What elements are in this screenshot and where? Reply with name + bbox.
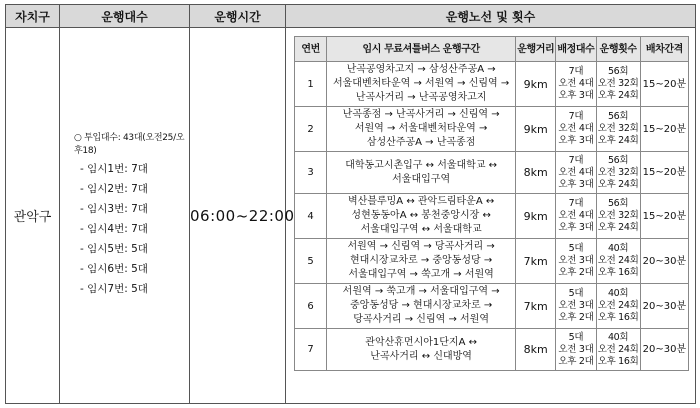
routes-header-row xyxy=(295,37,689,62)
cell-line: 오전 24회 xyxy=(597,255,639,266)
cell-line: 40회 xyxy=(607,288,629,299)
col-count: 운행횟수 xyxy=(596,37,640,62)
cell-line: 오후 3대 xyxy=(558,178,594,190)
route-count xyxy=(596,284,640,329)
route-distance: 9km xyxy=(516,107,556,152)
route-distance: 7km xyxy=(516,239,556,284)
route-path xyxy=(327,239,516,284)
cell-line: 7대 xyxy=(568,198,584,209)
shuttle-table xyxy=(5,4,696,404)
cell-line: 오후 3대 xyxy=(558,135,594,146)
cell-line: 7대 xyxy=(568,66,584,77)
cell-line: 오후 3대 xyxy=(558,90,594,101)
header-hours: 운행시간 xyxy=(190,5,286,28)
cell-line: 현대시장교차로 → 중앙동성당 → xyxy=(350,255,493,266)
route-distance: 9km xyxy=(516,194,556,239)
header-district: 자치구 xyxy=(6,5,60,28)
route-count xyxy=(596,239,640,284)
route-distance: 8km xyxy=(516,329,556,371)
cell-line: 서울대입구역 xyxy=(392,173,451,185)
route-no: 4 xyxy=(295,194,327,239)
routes-cell xyxy=(286,28,696,404)
route-alloc xyxy=(556,194,596,239)
route-alloc xyxy=(556,329,596,371)
cell-line: 40회 xyxy=(607,243,629,254)
cell-line: 대학동고시촌입구 ↔ 서울대학교 ↔ xyxy=(345,159,498,171)
route-path xyxy=(327,194,516,239)
route-no: 5 xyxy=(295,239,327,284)
col-no: 연번 xyxy=(295,37,327,62)
vehicle-lines xyxy=(74,161,189,296)
cell-line: 관악산휴먼시아1단지A ↔ xyxy=(365,336,477,348)
vehicle-line: - 임시7번: 5대 xyxy=(80,283,148,295)
routes-body xyxy=(295,62,689,371)
header-vehicles: 운행대수 xyxy=(60,5,190,28)
cell-line: 40회 xyxy=(607,331,629,343)
route-alloc xyxy=(556,284,596,329)
route-path xyxy=(327,329,516,371)
route-interval: 20~30분 xyxy=(640,284,688,329)
route-path xyxy=(327,62,516,107)
route-row xyxy=(295,62,689,107)
cell-line: 성현동동아A ↔ 봉천중앙시장 ↔ xyxy=(351,210,491,221)
route-row xyxy=(295,152,689,194)
cell-line: 오후 3대 xyxy=(558,222,594,233)
cell-line: 56회 xyxy=(607,111,629,122)
cell-line: 서원역 → 쑥고개 → 서울대입구역 → xyxy=(342,286,500,297)
route-no: 1 xyxy=(295,62,327,107)
route-no: 2 xyxy=(295,107,327,152)
cell-line: 당곡사거리 → 신림역 → 서원역 xyxy=(353,314,489,325)
cell-line: 7대 xyxy=(568,111,584,122)
col-route: 임시 무료셔틀버스 운행구간 xyxy=(327,37,516,62)
route-count xyxy=(596,62,640,107)
cell-line: 오전 4대 xyxy=(558,78,594,89)
routes-table xyxy=(294,36,689,371)
route-alloc xyxy=(556,62,596,107)
route-alloc xyxy=(556,152,596,194)
cell-line: 중앙동성당 → 현대시장교차로 → xyxy=(350,300,493,311)
hours-cell: 06:00~22:00 xyxy=(190,28,286,404)
district-cell: 관악구 xyxy=(6,28,60,404)
cell-line: 오후 16회 xyxy=(597,312,639,323)
route-no: 3 xyxy=(295,152,327,194)
route-alloc xyxy=(556,107,596,152)
cell-line: 오전 4대 xyxy=(558,210,594,221)
cell-line: 오전 32회 xyxy=(597,78,639,89)
vehicles-cell xyxy=(60,28,190,404)
cell-line: 서울대입구역 → 쑥고개 → 서원역 xyxy=(348,269,494,280)
cell-line: 난곡종점 → 난곡사거리 → 신림역 → xyxy=(342,109,500,120)
cell-line: 오전 24회 xyxy=(597,300,639,311)
route-row xyxy=(295,107,689,152)
route-interval: 15~20분 xyxy=(640,107,688,152)
cell-line: 5대 xyxy=(568,243,584,254)
route-interval: 20~30분 xyxy=(640,329,688,371)
route-distance: 9km xyxy=(516,62,556,107)
vehicle-line: - 임시1번: 7대 xyxy=(80,163,148,175)
cell-line: 오전 3대 xyxy=(558,343,594,355)
cell-line: 오후 24회 xyxy=(597,135,639,146)
route-count xyxy=(596,194,640,239)
cell-line: 오후 24회 xyxy=(597,222,639,233)
route-interval: 15~20분 xyxy=(640,62,688,107)
route-interval: 20~30분 xyxy=(640,239,688,284)
cell-line: 오전 4대 xyxy=(558,123,594,134)
route-row xyxy=(295,329,689,371)
cell-line: 오후 24회 xyxy=(597,178,639,190)
cell-line: 서원역 → 신림역 → 당곡사거리 → xyxy=(347,241,495,252)
cell-line: 서울대벤처타운역 → 서원역 → 신림역 → xyxy=(332,78,510,89)
vehicles-total: ○ 투입대수: 43대(오전25/오후18) xyxy=(74,133,185,156)
cell-line: 56회 xyxy=(607,198,629,209)
vehicle-line: - 임시6번: 5대 xyxy=(80,263,148,275)
vehicle-line: - 임시5번: 5대 xyxy=(80,243,148,255)
route-distance: 8km xyxy=(516,152,556,194)
cell-line: 오후 24회 xyxy=(597,90,639,101)
cell-line: 56회 xyxy=(607,66,629,77)
route-count xyxy=(596,152,640,194)
col-interval: 배차간격 xyxy=(640,37,688,62)
route-interval: 15~20분 xyxy=(640,152,688,194)
cell-line: 오전 32회 xyxy=(597,123,639,134)
col-alloc: 배정대수 xyxy=(556,37,596,62)
route-path xyxy=(327,284,516,329)
cell-line: 벽산블루밍A ↔ 관악드림타운A ↔ xyxy=(348,196,495,207)
route-path xyxy=(327,152,516,194)
vehicle-line: - 임시2번: 7대 xyxy=(80,183,148,195)
cell-line: 오전 32회 xyxy=(597,166,639,178)
cell-line: 7대 xyxy=(568,154,584,166)
vehicle-line: - 임시3번: 7대 xyxy=(80,203,148,215)
route-distance: 7km xyxy=(516,284,556,329)
cell-line: 5대 xyxy=(568,288,584,299)
route-row xyxy=(295,239,689,284)
cell-line: 오후 16회 xyxy=(597,355,639,367)
cell-line: 오전 4대 xyxy=(558,166,594,178)
route-interval: 15~20분 xyxy=(640,194,688,239)
cell-line: 난곡사거리 → 난곡공영차고지 xyxy=(355,92,487,103)
cell-line: 오전 3대 xyxy=(558,300,594,311)
cell-line: 5대 xyxy=(568,331,584,343)
route-alloc xyxy=(556,239,596,284)
cell-line: 오전 24회 xyxy=(597,343,639,355)
body-row xyxy=(6,28,696,404)
cell-line: 오후 2대 xyxy=(558,312,594,323)
col-distance: 운행거리 xyxy=(516,37,556,62)
route-no: 6 xyxy=(295,284,327,329)
cell-line: 오후 2대 xyxy=(558,267,594,278)
route-row xyxy=(295,194,689,239)
cell-line: 오전 32회 xyxy=(597,210,639,221)
cell-line: 오후 2대 xyxy=(558,355,594,367)
cell-line: 삼성산주공A → 난곡종점 xyxy=(366,137,476,148)
cell-line: 서원역 → 서울대벤처타운역 → xyxy=(354,123,488,134)
cell-line: 난곡공영차고지 → 삼성산주공A → xyxy=(346,64,496,75)
cell-line: 난곡사거리 ↔ 신대방역 xyxy=(370,350,472,362)
route-path xyxy=(327,107,516,152)
route-no: 7 xyxy=(295,329,327,371)
vehicle-line: - 임시4번: 7대 xyxy=(80,223,148,235)
route-count xyxy=(596,107,640,152)
cell-line: 오후 16회 xyxy=(597,267,639,278)
header-routes: 운행노선 및 횟수 xyxy=(286,5,696,28)
header-row xyxy=(6,5,696,28)
route-row xyxy=(295,284,689,329)
route-count xyxy=(596,329,640,371)
cell-line: 56회 xyxy=(607,154,629,166)
cell-line: 서울대입구역 ↔ 서울대학교 xyxy=(360,224,482,235)
cell-line: 오전 3대 xyxy=(558,255,594,266)
